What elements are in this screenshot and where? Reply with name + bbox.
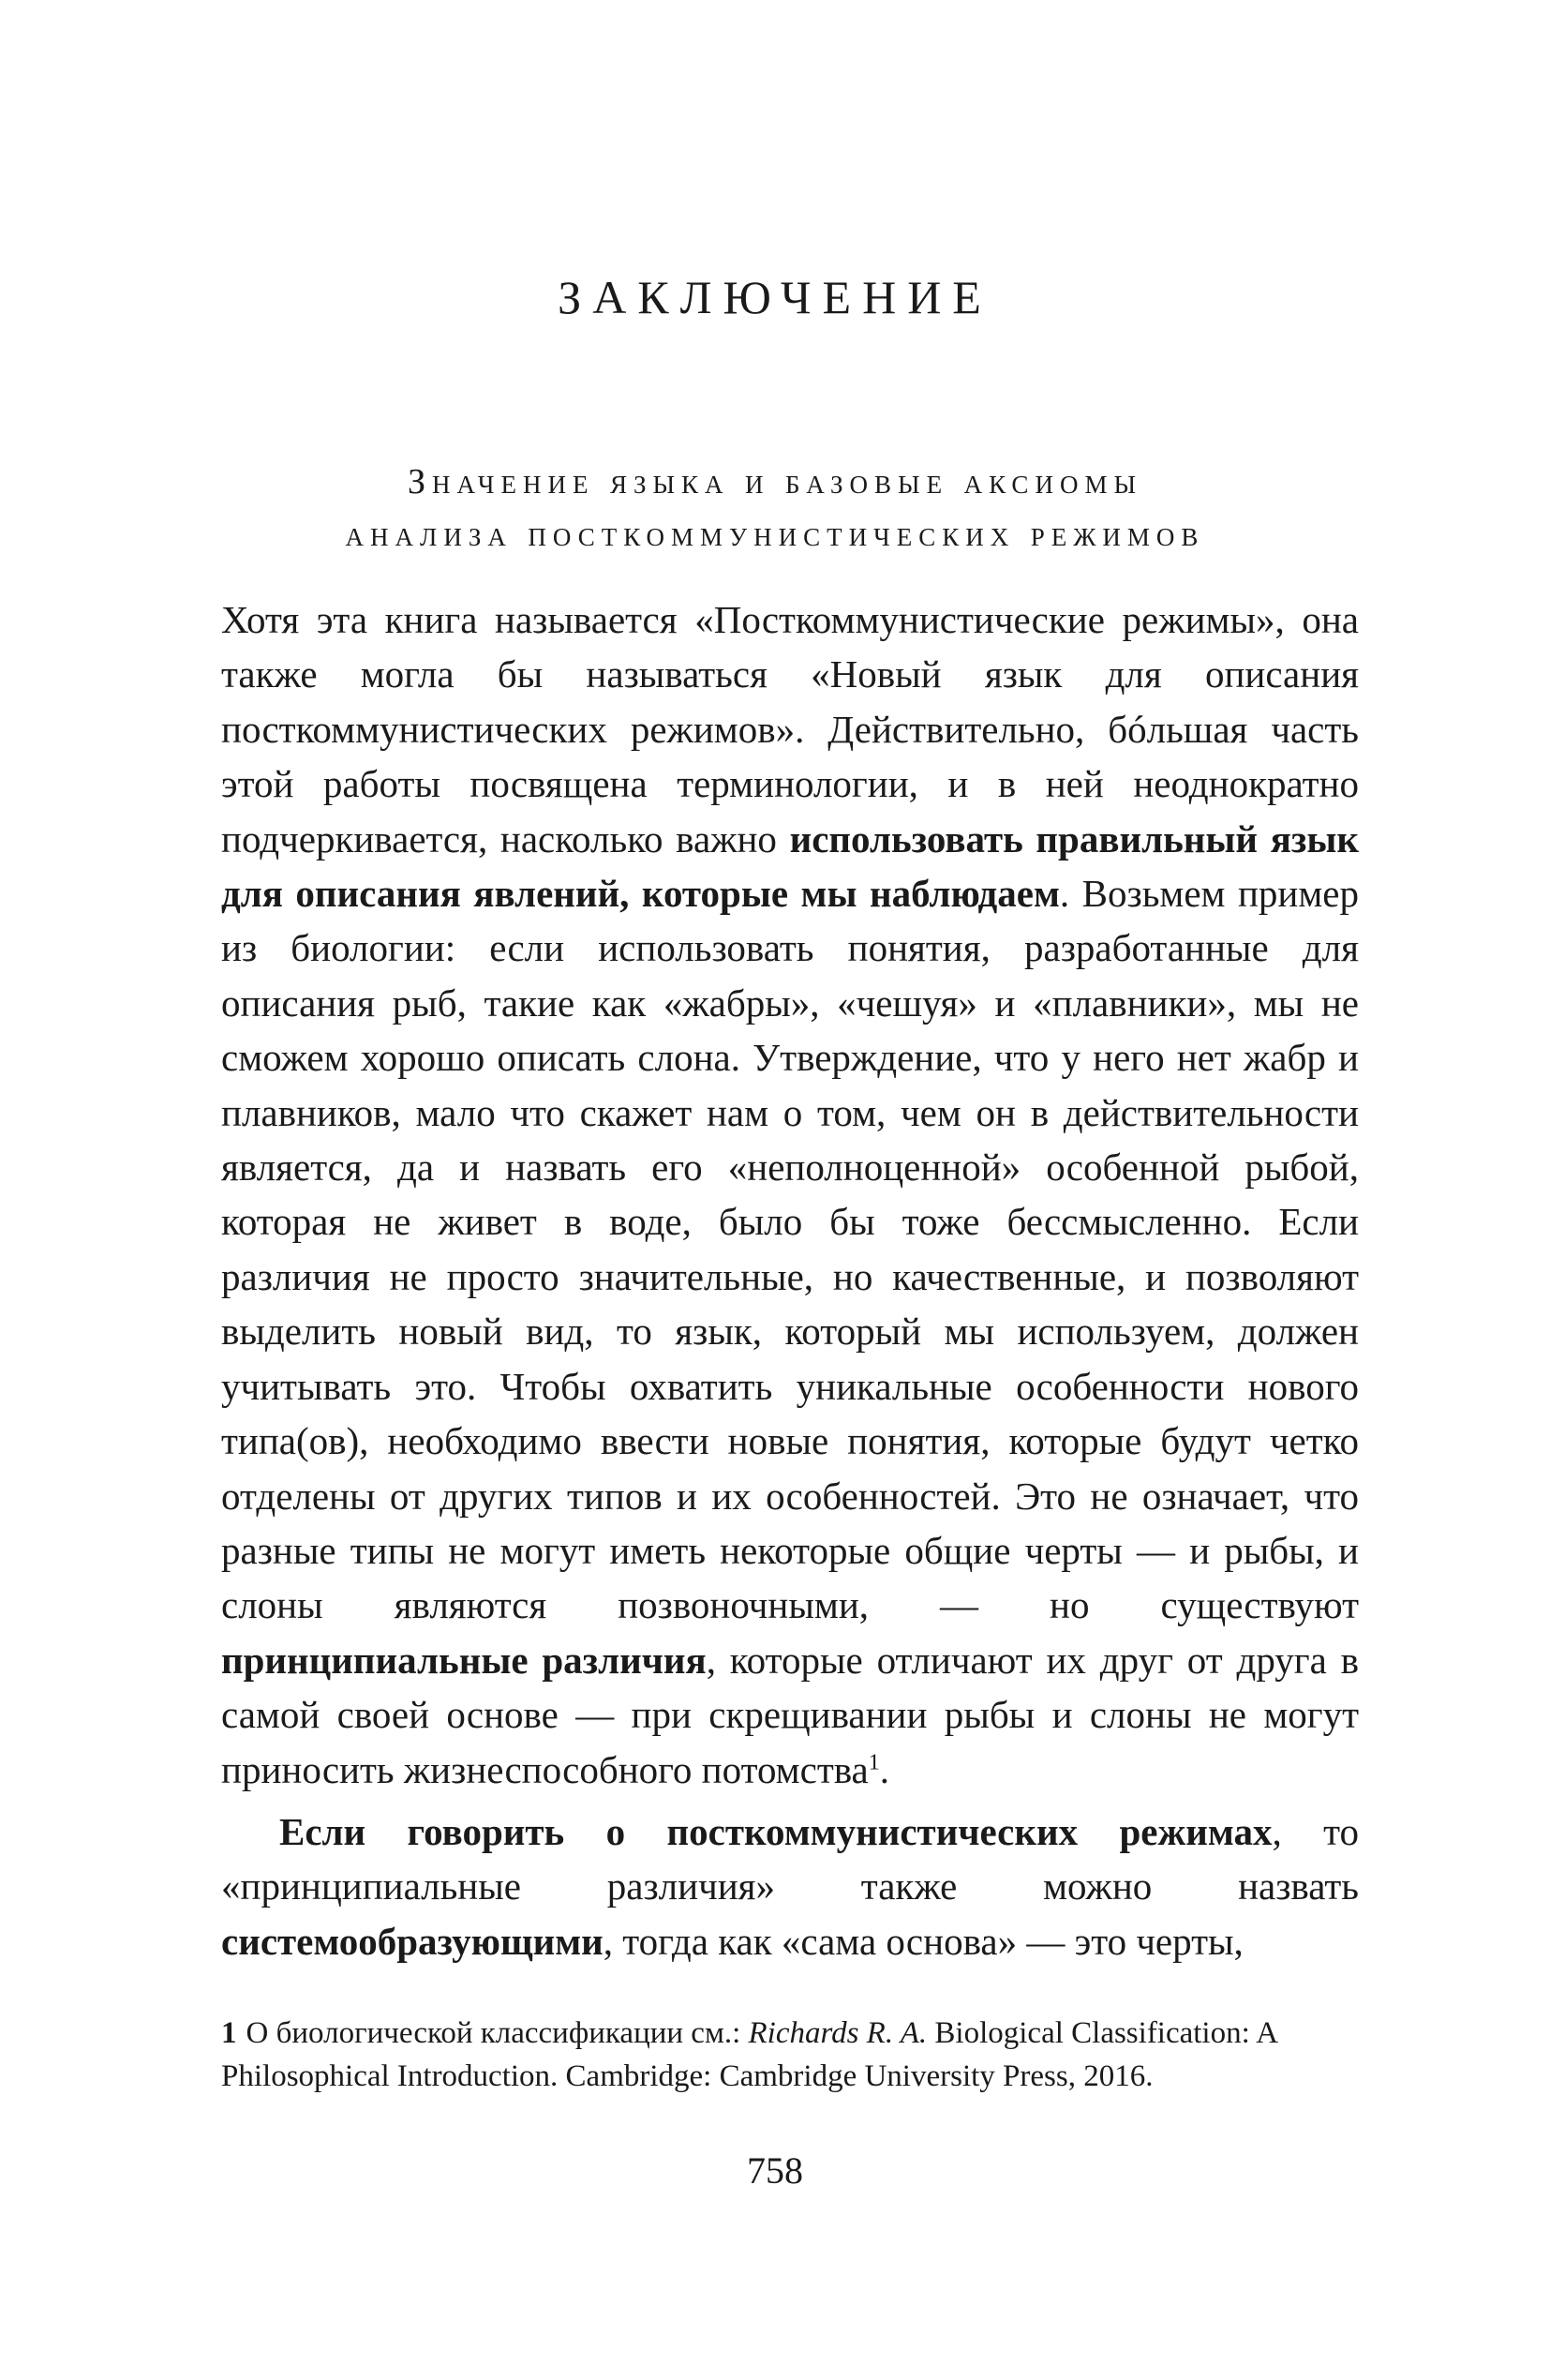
paragraph-1-text-4: . [879, 1747, 890, 1791]
section-heading-line-2: анализа посткоммунистических режимов [345, 515, 1205, 554]
footnote-text-1: О биологической классификации см.: [246, 2016, 749, 2050]
paragraph-1-emphasis-1: использовать правильный язык для описания явлений, которые мы наблюдаем [221, 816, 1359, 916]
paragraph-2-emphasis-1: Если говорить о посткоммунистических режимах [279, 1809, 1273, 1853]
paragraph-1-text-1: Хотя эта книга называется «Посткоммунистические режимы», она также могла бы называться «Новый язык для описания посткоммунистических режимов». Действительно, бóльшая часть этой работы посвящена терминологии, и в ней неоднократно подчеркивается, насколько важно [221, 598, 1359, 861]
body-text [221, 592, 1359, 1968]
paragraph-1-text-2: . Возьмем пример из биологии: если использовать понятия, разработанные для описания рыб, такие как «жабры», «чешуя» и «плавники», мы не сможем хорошо описать слона. Утверждение, что у него нет жабр и плавников, мало что скажет нам о том, чем он в действительности является, да и назвать его «неполноценной» особенной рыбой, которая не живет в воде, было бы тоже бессмысленно. Если различия не просто значительные, но качественные, и позволяют выделить новый вид, то язык, который мы используем, должен учитывать это. Чтобы охватить уникальные особенности нового типа(ов), необходимо ввести новые понятия, которые будут четко отделены от других типов и их особенностей. Это не означает, что разные типы не могут иметь некоторые общие черты — и рыбы, и слоны являются позвоночными, — но существуют [221, 872, 1359, 1627]
section-heading [187, 456, 1363, 561]
paragraph-2-emphasis-2: системообразующими [221, 1919, 604, 1963]
paragraph-2 [221, 1804, 1359, 1968]
paragraph-1-emphasis-2: принципиальные различия [221, 1638, 707, 1682]
paragraph-1 [221, 592, 1359, 1797]
page-number: 758 [747, 2149, 803, 2192]
footnote-mark: 1 [221, 2016, 237, 2050]
footnote [221, 2012, 1359, 2098]
chapter-title: ЗАКЛЮЧЕНИЕ [558, 271, 992, 323]
section-heading-line-1: Значение языка и базовые аксиомы [408, 462, 1142, 501]
footnote-text-2: Biological Classification: A Philosophical Introduction. Cambridge: Cambridge University Press, 2016. [221, 2016, 1277, 2093]
paragraph-2-text-1: , то «принципиальные различия» также можно назвать [221, 1809, 1359, 1908]
footnote-author: Richards R. A. [748, 2016, 928, 2050]
footnote-reference[interactable]: 1 [868, 1749, 880, 1774]
paragraph-1-text-3: , которые отличают их друг от друга в самой своей основе — при скрещивании рыбы и слоны не могут приносить жизнеспособного потомства [221, 1638, 1359, 1791]
paragraph-2-text-2: , тогда как «сама основа» — это черты, [603, 1919, 1244, 1963]
